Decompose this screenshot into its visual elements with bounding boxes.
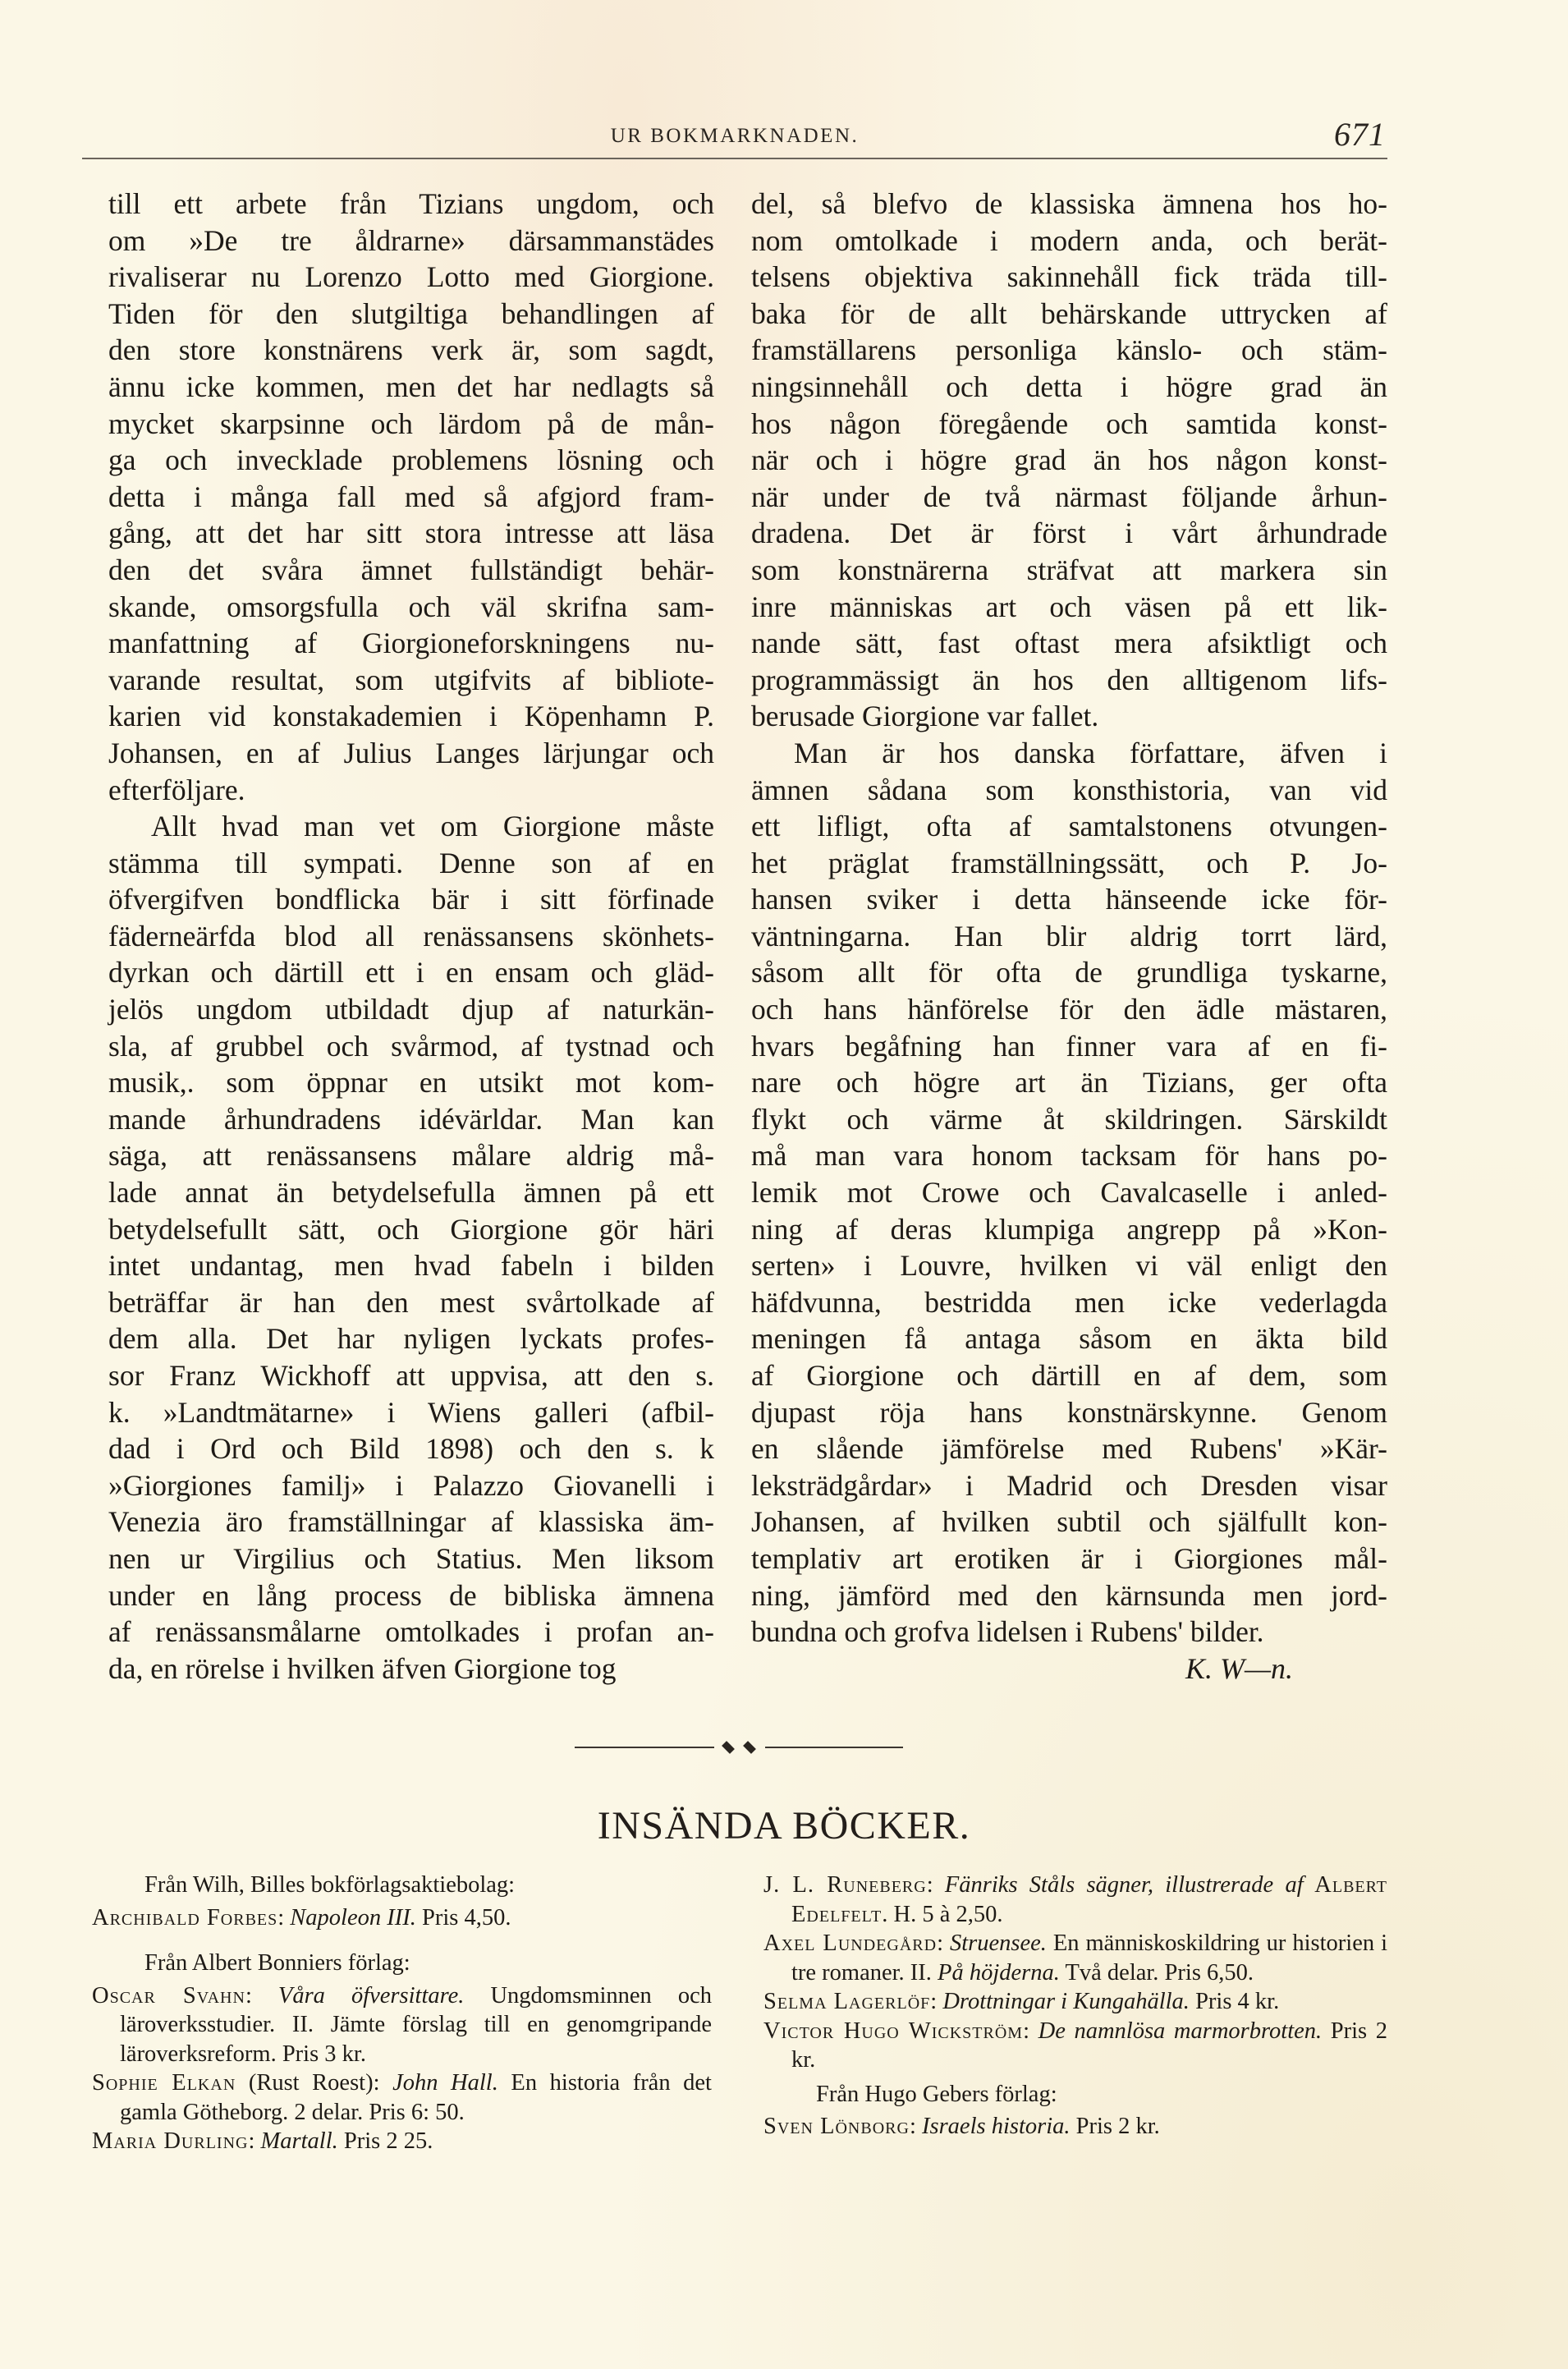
text-line: såsom allt för ofta de grundliga tyskarne,: [751, 956, 1387, 989]
running-title: UR BOKMARKNADEN.: [610, 125, 860, 147]
text-line: säga, att renässansens målare aldrig må-: [108, 1139, 714, 1173]
book-details: Pris 2 25.: [337, 2128, 433, 2154]
text-line: »Giorgiones familj» i Palazzo Giovanelli i: [108, 1468, 714, 1502]
text-line: da, en rörelse i hvilken äfven Giorgione tog: [108, 1651, 617, 1685]
book-subtitle: På höjderna.: [938, 1959, 1060, 1986]
text-line: dyrkan och därtill ett i en ensam och gläd-: [108, 956, 714, 989]
text-line: hvars begåfning han finner vara af en fi-: [751, 1029, 1387, 1063]
text-line: baka för de allt behärskande uttrycken af: [751, 296, 1387, 330]
books-list-right: [763, 1871, 1387, 2142]
double-diamond-rule-icon: [575, 1739, 903, 1756]
text-line: sor Franz Wickhoff att uppvisa, att den s.: [108, 1359, 714, 1392]
book-details: Pris 4 kr.: [1189, 1989, 1280, 2014]
running-head: [82, 115, 1387, 156]
page-number: 671: [1334, 116, 1386, 153]
book-details: Pris 4,50.: [415, 1904, 511, 1931]
text-line: stämma till sympati. Denne son af en: [108, 846, 714, 879]
text-line: Johansen, af hvilken subtil och själfullt kon-: [751, 1505, 1387, 1539]
book-details: En historia från det gamla Götheborg. 2 delar. Pris 6: 50.: [120, 2070, 712, 2125]
book-entry: J. L. Runeberg: Fänriks Ståls sägner, illustrerade af Albert Edelfelt. H. 5 à 2,50.: [763, 1872, 1387, 1927]
text-line: leksträdgårdar» i Madrid och Dresden visar: [751, 1468, 1387, 1502]
book-author: Oscar Svahn: [92, 1982, 245, 2009]
text-line: mande århundradens idévärldar. Man kan: [108, 1102, 714, 1136]
book-entry: Sophie Elkan (Rust Roest): John Hall. En historia från det gamla Götheborg. 2 delar. Pris 6: 50.: [92, 2070, 712, 2125]
book-details: Pris 2 kr.: [791, 2018, 1387, 2073]
text-line: efterföljare.: [108, 773, 245, 806]
diamond-icon: [743, 1741, 756, 1754]
text-line: dradena. Det är först i vårt århundrade: [751, 516, 1387, 550]
text-line: dad i Ord och Bild 1898) och den s. k: [108, 1432, 714, 1466]
book-entry: Selma Lagerlöf: Drottningar i Kungahälla. Pris 4 kr.: [763, 1989, 1280, 2014]
publisher-heading: Från Wilh, Billes bokförlagsaktiebolag:: [144, 1872, 516, 1898]
text-line: beträffar är han den mest svårtolkade af: [108, 1285, 714, 1319]
book-title: Våra öfversittare.: [277, 1982, 465, 2009]
publisher-heading: Från Albert Bonniers förlag:: [144, 1950, 410, 1976]
book-author: Maria Durling: [92, 2128, 249, 2154]
text-line: het präglat framställningssätt, och P. Jo-: [751, 846, 1387, 879]
text-line: programmässigt än hos den alltigenom lifs-: [751, 663, 1387, 696]
book-entry: Victor Hugo Wickström: De namnlösa marmorbrotten. Pris 2 kr.: [763, 2018, 1387, 2073]
text-line: till ett arbete från Tizians ungdom, och: [108, 187, 714, 220]
book-entry: Archibald Forbes: Napoleon III. Pris 4,50.: [92, 1904, 511, 1931]
text-line: ännu icke kommen, men det har nedlagts så: [108, 370, 714, 403]
text-line: öfvergifven bondflicka bär i sitt förfinade: [108, 883, 714, 916]
text-line: varande resultat, som utgifvits af bibliote-: [108, 663, 714, 696]
text-line: ning af deras klumpiga angrepp på »Kon-: [751, 1212, 1387, 1246]
text-line: och hans hänförelse för den ädle mästaren,: [751, 993, 1387, 1026]
books-list-left: [92, 1871, 712, 2156]
text-line: inre människas art och väsen på ett lik-: [751, 590, 1387, 623]
book-details: Pris 2 kr.: [1070, 2114, 1160, 2139]
text-line: fäderneärfda blod all renässansens skönhets-: [108, 919, 714, 953]
text-line: ningsinnehåll och detta i högre grad än: [751, 370, 1387, 403]
header-rule: [82, 158, 1387, 159]
text-line: nen ur Virgilius och Statius. Men liksom: [108, 1541, 714, 1575]
book-details: En människoskildring ur historien i tre romaner. II.: [791, 1931, 1388, 1986]
text-line: om »De tre åldrarne» därsammanstädes: [108, 223, 714, 257]
text-line: Venezia äro framställningar af klassiska äm-: [108, 1505, 714, 1539]
text-line: rivaliserar nu Lorenzo Lotto med Giorgione.: [108, 260, 714, 294]
publisher-heading: Från Hugo Gebers förlag:: [816, 2081, 1057, 2107]
ornament-rule-right: [765, 1747, 903, 1748]
article-right-column: [751, 186, 1387, 1687]
book-author: Victor Hugo Wickström: [763, 2018, 1024, 2044]
book-title: Struensee.: [949, 1931, 1047, 1956]
book-author: Selma Lagerlöf: [763, 1989, 931, 2014]
diamond-icon: [722, 1741, 735, 1754]
text-line: meningen få antaga såsom en äkta bild: [751, 1322, 1387, 1356]
text-line: nom omtolkade i modern anda, och berät-: [751, 223, 1387, 257]
text-line: lemik mot Crowe och Cavalcaselle i anled-: [751, 1176, 1387, 1210]
text-line: lade annat än betydelsefulla ämnen på ett: [108, 1176, 714, 1210]
text-line: nare och högre art än Tizians, ger ofta: [751, 1066, 1387, 1100]
text-line: k. »Landtmätarne» i Wiens galleri (afbil-: [108, 1395, 714, 1429]
text-line: nande sätt, fast oftast mera afsiktligt och: [751, 627, 1387, 660]
text-line: gång, att det har sitt stora intresse att läsa: [108, 516, 714, 550]
text-line: intet undantag, men hvad fabeln i bilden: [108, 1249, 714, 1283]
text-line: templativ art erotiken är i Giorgiones mål-: [751, 1541, 1387, 1575]
text-line: flykt och värme åt skildringen. Särskildt: [751, 1102, 1387, 1136]
text-line: af Giorgione och därtill en af dem, som: [751, 1359, 1387, 1392]
text-line: Tiden för den slutgiltiga behandlingen af: [108, 296, 714, 330]
text-line: karien vid konstakademien i Köpenhamn P.: [108, 700, 714, 733]
book-title: De namnlösa marmorbrotten.: [1038, 2018, 1323, 2044]
book-entry: Oscar Svahn: Våra öfversittare. Ungdomsminnen och läroverksstudier. II. Jämte förslag till en genomgripande läroverksreform. Pris 3 kr.: [92, 1982, 712, 2067]
book-author: Sophie Elkan: [92, 2070, 236, 2096]
section-heading: INSÄNDA BÖCKER.: [597, 1804, 971, 1848]
text-line: serten» i Louvre, hvilken vi väl enligt den: [751, 1249, 1387, 1283]
text-line: djupast röja hans konstnärskynne. Genom: [751, 1395, 1387, 1429]
text-line: framställarens personliga känslo- och stäm-: [751, 333, 1387, 367]
text-line: manfattning af Giorgioneforskningens nu-: [108, 627, 714, 660]
book-details: Två delar. Pris 6,50.: [1059, 1959, 1254, 1986]
book-title: Martall.: [260, 2128, 338, 2154]
text-line: ning, jämförd med den kärnsunda men jord-: [751, 1578, 1387, 1612]
text-line: Johansen, en af Julius Langes lärjungar och: [108, 736, 714, 769]
text-line: när och i högre grad än hos någon konst-: [751, 443, 1387, 477]
book-title: Napoleon III.: [290, 1904, 416, 1931]
text-line: hos någon föregående och samtida konst-: [751, 406, 1387, 440]
author-signature: K. W—n.: [1185, 1651, 1293, 1685]
book-title: Drottningar i Kungahälla.: [942, 1989, 1190, 2014]
book-author: J. L. Runeberg: [763, 1872, 927, 1898]
text-line: skande, omsorgsfulla och väl skrifna sam-: [108, 590, 714, 623]
text-line: bundna och grofva lidelsen i Rubens' bilder.: [751, 1615, 1264, 1649]
text-line: hansen sviker i detta hänseende icke för-: [751, 883, 1387, 916]
text-line: väntningarna. Han blir aldrig torrt lärd,: [751, 919, 1387, 953]
text-line: när under de två närmast följande århun-: [751, 480, 1387, 513]
text-line: ämnen sådana som konsthistoria, van vid: [751, 773, 1387, 806]
text-line: Man är hos danska författare, äfven i: [794, 736, 1387, 769]
text-line: den store konstnärens verk är, som sagdt,: [108, 333, 714, 367]
text-line: af renässansmålarne omtolkades i profan an-: [108, 1615, 714, 1649]
text-line: ett lifligt, ofta af samtalstonens otvungen-: [751, 810, 1387, 843]
book-entry: Axel Lundegård: Struensee. En människoskildring ur historien i tre romaner. II. På höjderna. Två delar. Pris 6,50.: [763, 1931, 1388, 1986]
text-line: en slående jämförelse med Rubens' »Kär-: [751, 1432, 1387, 1466]
text-line: betydelsefullt sätt, och Giorgione gör häri: [108, 1212, 714, 1246]
text-line: del, så blefvo de klassiska ämnena hos ho-: [751, 187, 1387, 220]
book-title: Israels historia.: [922, 2114, 1071, 2139]
book-title: John Hall.: [392, 2070, 498, 2096]
text-line: detta i många fall med så afgjord fram-: [108, 480, 714, 513]
text-line: mycket skarpsinne och lärdom på de mån-: [108, 406, 714, 440]
ornament-rule-left: [575, 1747, 714, 1748]
text-line: under en lång process de bibliska ämnena: [108, 1578, 714, 1612]
book-author: Axel Lundegård: [763, 1931, 938, 1956]
book-details: Ungdomsminnen och läroverksstudier. II. Jämte förslag till en genomgripande läroverksreform. Pris 3 kr.: [120, 1982, 712, 2067]
book-entry: Maria Durling: Martall. Pris 2 25.: [92, 2128, 433, 2154]
article-left-column: [108, 186, 714, 1687]
book-illustrator: Albert Edelfelt: [791, 1872, 1387, 1927]
book-title: Fänriks Ståls sägner, illustrerade af: [944, 1872, 1304, 1898]
text-line: Allt hvad man vet om Giorgione måste: [151, 810, 714, 843]
text-line: jelös ungdom utbildadt djup af naturkän-: [108, 993, 714, 1026]
text-line: häfdvunna, bestridda men icke vederlagda: [751, 1285, 1387, 1319]
text-line: den det svåra ämnet fullständigt behär-: [108, 553, 714, 586]
book-author: Archibald Forbes: [92, 1904, 278, 1931]
text-line: ga och invecklade problemens lösning och: [108, 443, 714, 477]
text-line: berusade Giorgione var fallet.: [751, 700, 1099, 733]
text-line: må man vara honom tacksam för hans po-: [751, 1139, 1387, 1173]
book-entry: Sven Lönborg: Israels historia. Pris 2 kr.: [763, 2114, 1160, 2139]
text-line: musik,. som öppnar en utsikt mot kom-: [108, 1066, 714, 1100]
text-line: dem alla. Det har nyligen lyckats profes-: [108, 1322, 714, 1356]
book-details: . H. 5 à 2,50.: [882, 1901, 1003, 1927]
text-line: telsens objektiva sakinnehåll fick träda till-: [751, 260, 1387, 294]
text-line: sla, af grubbel och svårmod, af tystnad och: [108, 1029, 714, 1063]
book-author: Sven Lönborg: [763, 2114, 910, 2139]
text-line: som konstnärerna sträfvat att markera sin: [751, 553, 1387, 586]
